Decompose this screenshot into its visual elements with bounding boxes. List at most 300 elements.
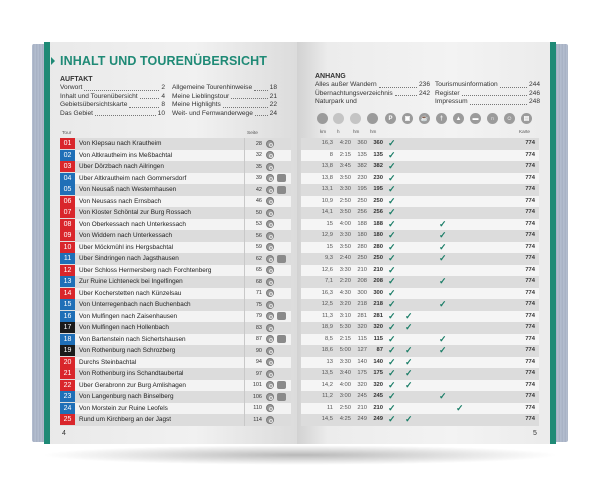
check-icon: ✓ [439,230,447,240]
tour-type-icon [266,312,274,320]
toc-entry[interactable] [435,81,540,90]
map-number: 774 [525,255,535,261]
descent-value: 281 [373,312,383,319]
toc-entry[interactable] [60,93,165,102]
distance-value: 16,3 [321,140,333,146]
tour-data-row[interactable] [301,322,539,334]
tour-row[interactable] [60,357,291,369]
map-icon: ▤ [521,113,532,124]
column-divider [244,322,246,334]
time-value: 4:30 [339,289,351,296]
column-divider [244,334,246,346]
check-icon: ✓ [388,368,396,378]
tour-row[interactable] [60,265,291,277]
family-icon [277,312,286,320]
tour-type-icon [266,209,274,217]
karte-column-header: Karte [519,129,530,134]
tour-page: 46 [255,198,262,205]
toc-entry-label: Weit- und Fernwanderwege [172,109,253,117]
distance-icon [317,113,328,124]
ascent-value: 249 [357,416,367,422]
toc-entry-label: Gebietsübersichtskarte [60,101,128,109]
distance-value: 10,9 [321,197,333,204]
tour-name[interactable]: Über Altkrautheim nach Gommersdorf [79,174,187,182]
page-number-left: 4 [62,430,66,437]
toc-entry[interactable] [435,98,540,107]
tour-name[interactable]: Von Morstein zur Ruine Leofels [79,404,168,412]
distance-value: 14,5 [321,416,333,422]
check-icon: ✓ [388,356,396,367]
anhang-col2 [435,81,540,107]
tour-type-icon [266,370,274,378]
tour-page: 101 [252,382,262,389]
tour-page: 65 [255,267,262,274]
time-value: 4:20 [339,140,351,146]
toc-entry-label: Impressum [435,98,468,106]
check-icon: ✓ [439,299,447,309]
descent-value: 360 [373,140,383,146]
ascent-value: 127 [357,347,367,353]
tour-data-row[interactable] [301,265,539,277]
tour-name[interactable]: Von Bartenstein nach Sichertshausen [79,335,186,343]
tour-type-icon [266,140,274,148]
tour-name[interactable]: Über Schloss Hermersberg nach Forchtenberg [79,266,212,274]
tour-page: 28 [255,140,262,147]
map-number: 774 [525,278,535,284]
toc-entry[interactable] [172,93,277,102]
tour-number-badge: 21 [60,368,75,379]
check-icon: ✓ [388,333,396,344]
tour-name[interactable]: Von Klepsau nach Krautheim [79,140,162,148]
tour-type-icon [266,381,274,389]
toc-entry-label: Alles außer Wandern [315,81,377,88]
tour-data-row[interactable] [301,253,539,265]
descent-value: 320 [373,324,383,330]
tour-name[interactable]: Durchs Steinbachtal [79,358,137,366]
tour-row[interactable] [60,161,291,173]
toc-dots [129,101,159,108]
map-number: 774 [525,232,535,238]
distance-value: 8 [329,151,333,158]
toc-dots [462,90,527,97]
column-divider [244,242,246,254]
tour-row[interactable] [60,334,291,346]
ascent-value: 250 [357,255,367,261]
time-value: 3:00 [339,393,351,399]
descent-value: 210 [373,404,383,411]
tour-row[interactable] [60,150,291,162]
distance-value: 11,2 [322,393,333,399]
tour-number-badge: 25 [60,414,75,425]
tour-data-row[interactable] [301,150,539,162]
tour-row[interactable] [60,173,291,185]
tour-name[interactable]: Rund um Kirchberg an der Jagst [79,416,172,424]
tour-number-badge: 06 [60,196,75,207]
tour-data-row[interactable] [301,184,539,196]
tour-type-icon [266,301,274,309]
check-icon: ✓ [405,414,413,424]
ascent-value: 140 [357,358,367,365]
auftakt-heading: AUFTAKT [60,76,93,83]
tour-column-header: Tour [62,131,72,136]
toc-entry[interactable] [315,98,430,107]
descent-value: 218 [373,301,383,307]
time-value: 3:30 [339,266,351,273]
check-icon: ✓ [388,195,396,206]
descent-value: 320 [373,381,383,388]
ascent-value: 320 [357,381,367,388]
check-icon: ✓ [388,253,396,263]
tour-data-row[interactable] [301,230,539,242]
tour-type-icon [266,163,274,171]
tour-data-row[interactable] [301,334,539,346]
tour-number-badge: 10 [60,242,75,253]
tour-row[interactable] [60,219,291,231]
check-icon: ✓ [439,253,447,263]
tour-number-badge: 09 [60,230,75,241]
tour-data-row[interactable] [301,403,539,415]
tour-row[interactable] [60,368,291,380]
restaurant-icon: † [436,113,447,124]
descent-value: 245 [373,393,383,399]
tour-name[interactable]: Über Möckmühl ins Hergsbachtal [79,243,174,251]
toc-dots [254,84,268,91]
tour-name[interactable]: Von Mulfingen nach Hollenbach [79,324,169,332]
toc-entry-page: 8 [161,101,165,109]
toc-entry[interactable] [315,81,430,90]
time-value: 2:15 [339,335,351,342]
tour-name[interactable]: Von Kloster Schöntal zur Burg Rossach [79,209,191,217]
tour-name[interactable]: Über Gerabronn zur Burg Amlishagen [79,381,186,389]
time-value: 2:15 [339,151,351,158]
distance-value: 13,1 [321,186,333,192]
column-divider [244,265,246,277]
tour-name[interactable]: Von Oberkessach nach Unterkessach [79,220,186,228]
toc-dots [395,90,417,97]
descent-value: 175 [373,370,383,376]
tour-page: 32 [255,152,262,159]
descent-value: 382 [373,163,383,169]
column-divider [244,173,246,185]
column-divider [244,207,246,219]
map-number: 774 [525,358,535,365]
ascent-value: 230 [357,174,367,181]
toc-entry[interactable] [60,110,165,119]
tour-data-row[interactable] [301,391,539,403]
tour-row[interactable] [60,207,291,219]
tour-name[interactable]: Über Kocherstetten nach Künzelsau [79,289,182,297]
tour-page: 94 [255,359,262,366]
tour-number-badge: 15 [60,299,75,310]
tour-row[interactable] [60,138,291,150]
summit-icon: ▲ [453,113,464,124]
tour-row[interactable] [60,242,291,254]
column-divider [244,276,246,288]
tour-page: 62 [255,255,262,262]
family-icon [277,255,286,263]
bus-icon: ▣ [402,113,413,124]
column-divider [244,161,246,173]
tour-name[interactable]: Von Neusaß nach Westernhausen [79,186,177,194]
map-number: 774 [525,151,535,158]
tour-name[interactable]: Von Langenburg nach Binselberg [79,393,174,401]
tour-name[interactable]: Über Sindringen nach Jagsthausen [79,255,179,263]
tour-row[interactable] [60,184,291,196]
descent-value: 249 [373,416,383,422]
check-icon: ✓ [388,299,396,309]
time-value: 2:40 [339,255,351,261]
descent-value: 256 [373,209,383,215]
toc-entry[interactable] [172,84,277,93]
check-icon: ✓ [405,356,413,367]
check-icon: ✓ [388,264,396,275]
tour-data-row[interactable] [301,138,539,150]
column-divider [244,253,246,265]
tour-row[interactable] [60,391,291,403]
tour-data-row[interactable] [301,219,539,231]
check-icon: ✓ [405,368,413,378]
tour-type-icon [266,174,274,182]
toc-dots [255,110,268,117]
tour-row[interactable] [60,196,291,208]
check-icon: ✓ [388,218,396,229]
tour-type-icon [266,232,274,240]
tour-row[interactable] [60,345,291,357]
ascent-value: 175 [357,370,367,376]
tour-data-row[interactable] [301,196,539,208]
tour-name[interactable]: Von Altkrautheim ins Meßbachtal [79,151,173,159]
tour-page: 42 [255,186,262,193]
descent-value: 210 [373,266,383,273]
tour-name[interactable]: Von Unterregenbach nach Buchenbach [79,301,191,309]
unit-label: km [320,129,327,134]
check-icon: ✓ [388,379,396,390]
tour-number-badge: 11 [60,253,75,264]
tour-type-icon [266,324,274,332]
tour-data-table [301,138,539,426]
descent-value: 250 [373,197,383,204]
tour-type-icon [266,335,274,343]
tour-data-row[interactable] [301,276,539,288]
toc-entry-page: 22 [269,101,277,109]
tour-row[interactable] [60,288,291,300]
ascent-value: 280 [357,243,367,250]
tour-type-icon [266,404,274,412]
toc-dots [470,98,527,105]
left-page [44,42,297,444]
ascent-value: 188 [357,220,367,227]
map-number: 774 [525,174,535,181]
column-divider [244,345,246,357]
tour-name[interactable]: Von Rothenburg ins Schandtaubertal [79,370,184,378]
column-divider [244,196,246,208]
check-icon: ✓ [456,402,464,413]
tour-row[interactable] [60,414,291,426]
toc-entry-page: 24 [269,109,277,117]
ascent-value: 180 [357,232,367,238]
map-number: 774 [525,416,535,422]
check-icon: ✓ [405,310,413,321]
title-arrow-icon [51,57,55,65]
toc-entry-page: 236 [418,81,430,88]
tour-type-icon [266,220,274,228]
toc-entry-page: 4 [161,92,165,100]
tour-row[interactable] [60,253,291,265]
toc-entry-page: 21 [269,92,277,100]
castle-icon: ∩ [487,113,498,124]
tour-data-row[interactable] [301,357,539,369]
tour-data-row[interactable] [301,288,539,300]
toc-entry-page: 18 [269,84,277,91]
check-icon: ✓ [388,138,396,148]
tour-number-badge: 08 [60,219,75,230]
time-value: 3:45 [339,163,351,169]
time-value: 4:00 [339,220,351,227]
column-divider [244,299,246,311]
toc-entry-page: 248 [528,98,540,106]
tour-page: 87 [255,336,262,343]
tour-type-icon [266,358,274,366]
check-icon: ✓ [439,345,447,355]
toc-entry-page: 242 [418,89,430,97]
column-divider [244,357,246,369]
ascent-icon [350,113,361,124]
toc-entry[interactable] [172,101,277,110]
tour-row[interactable] [60,299,291,311]
distance-value: 13,8 [321,163,333,169]
tour-type-icon [266,255,274,263]
toc-entry-page: 244 [528,81,540,88]
toc-entry[interactable] [315,90,430,99]
check-icon: ✓ [439,241,447,252]
tour-data-row[interactable] [301,207,539,219]
check-icon: ✓ [405,379,413,390]
toc-dots [223,101,268,108]
check-icon: ✓ [388,414,396,424]
page-number-right: 5 [533,430,537,437]
tour-page: 71 [255,290,262,297]
map-number: 774 [525,209,535,215]
toc-entry-page: 2 [161,84,165,91]
toc-entry-label: Allgemeine Tourenhinweise [172,84,253,91]
check-icon: ✓ [388,230,396,240]
tour-list [60,138,291,426]
distance-value: 14,1 [321,209,333,215]
tour-number-badge: 24 [60,403,75,414]
map-number: 774 [525,243,535,250]
tour-number-badge: 17 [60,322,75,333]
tour-data-row[interactable] [301,299,539,311]
column-divider [244,391,246,403]
time-value: 3:30 [339,358,351,365]
tour-name[interactable]: Von Widdern nach Unterkessach [79,232,173,240]
column-divider [244,138,246,150]
open-book [32,40,568,446]
tour-data-row[interactable] [301,380,539,392]
descent-value: 180 [373,232,383,238]
map-number: 774 [525,393,535,399]
tour-page: 114 [253,416,262,423]
map-number: 774 [525,370,535,376]
toc-entry-label: Vorwort [60,84,83,91]
tour-number-badge: 14 [60,288,75,299]
check-icon: ✓ [388,287,396,298]
toc-entry[interactable] [172,110,277,119]
descent-icon [367,113,378,124]
toc-entry-label: Inhalt und Tourenübersicht [60,92,138,100]
map-number: 774 [525,197,535,204]
time-value: 3:50 [339,209,351,215]
tour-row[interactable] [60,380,291,392]
tour-data-row[interactable] [301,173,539,185]
tour-page: 106 [252,393,262,400]
time-value: 3:50 [339,243,351,250]
tour-type-icon [266,186,274,194]
legend-icon-row [297,113,556,127]
toc-dots [95,110,156,117]
check-icon: ✓ [388,172,396,183]
tour-data-row[interactable] [301,311,539,323]
ascent-value: 320 [357,324,367,330]
column-divider [244,311,246,323]
auftakt-col1 [60,84,165,118]
tour-name[interactable]: Über Dörzbach nach Ailringen [79,163,164,171]
tour-row[interactable] [60,403,291,415]
tour-name[interactable]: Von Rothenburg nach Schrozberg [79,347,176,355]
check-icon: ✓ [405,322,413,332]
tour-page: 97 [255,370,262,377]
column-divider [244,414,246,426]
tour-page: 56 [255,232,262,239]
tour-page: 79 [255,313,262,320]
tour-page: 53 [255,221,262,228]
tour-data-row[interactable] [301,345,539,357]
descent-value: 140 [373,358,383,365]
ascent-value: 210 [357,404,367,411]
distance-value: 13,5 [321,370,333,376]
tour-row[interactable] [60,311,291,323]
family-icon [277,335,286,343]
descent-value: 115 [373,335,383,342]
tour-row[interactable] [60,230,291,242]
ascent-value: 218 [357,301,367,307]
tour-name[interactable]: Von Mulfingen nach Zaisenhausen [79,312,178,320]
time-value: 3:20 [339,301,351,307]
right-page [297,42,556,444]
tour-data-row[interactable] [301,368,539,380]
refreshment-icon: ☕ [419,113,430,124]
check-icon: ✓ [388,241,396,252]
tour-row[interactable] [60,322,291,334]
tour-name[interactable]: Zur Ruine Lichteneck bei Ingelfingen [79,278,183,286]
toc-entry[interactable] [60,84,165,93]
check-icon: ✓ [388,322,396,332]
tour-page: 39 [255,175,262,182]
toc-entry[interactable] [435,90,540,99]
tour-data-row[interactable] [301,242,539,254]
tour-data-row[interactable] [301,161,539,173]
toc-entry-label: Das Gebiet [60,109,93,117]
tour-name[interactable]: Von Neusass nach Ernsbach [79,197,162,205]
tour-data-row[interactable] [301,414,539,426]
tour-number-badge: 19 [60,345,75,356]
ascent-value: 281 [357,312,367,319]
check-icon: ✓ [388,276,396,286]
toc-entry[interactable] [60,101,165,110]
toc-dots [84,84,159,91]
column-divider [244,368,246,380]
tour-row[interactable] [60,276,291,288]
